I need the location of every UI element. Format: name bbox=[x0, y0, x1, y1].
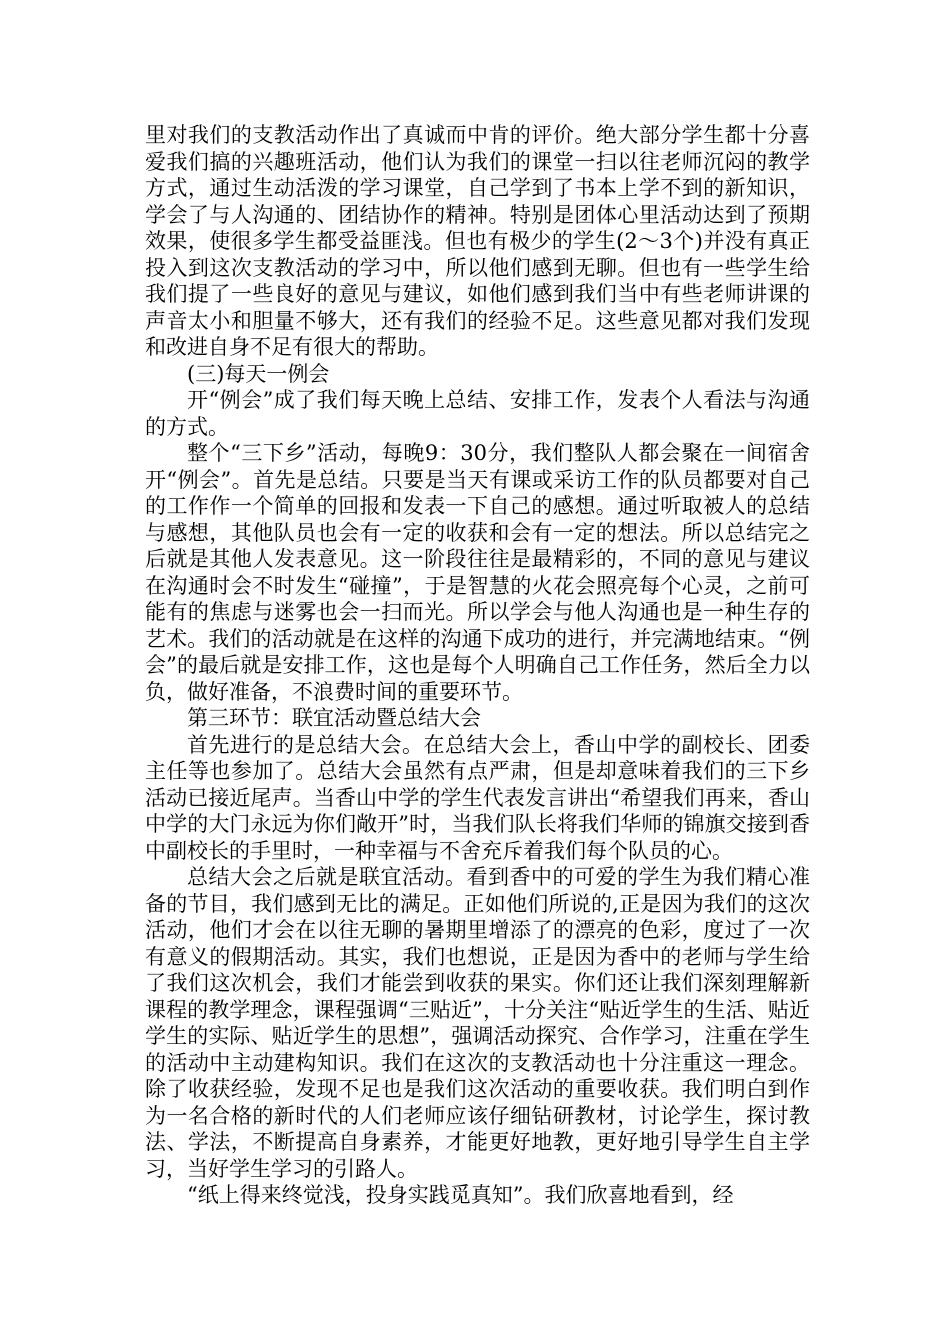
paragraph-party-activity: 总结大会之后就是联宜活动。看到香中的可爱的学生为我们精心准备的节目，我们感到无比的满足。正如他们所说的,正是因为我们的这次活动，他们才会在以往无聊的暑期里增添了的漂亮的色彩，度过了一次有意义的假期活动。其实，我们也想说，正是因为香中的老师与学生给了我们这次机会，我们才能尝到收获的果实。你们还让我们深刻理解新课程的教学理念，课程强调“三贴近”，十分关注“贴近学生的生活、贴近学生的实际、贴近学生的思想”，强调活动探究、合作学习，注重在学生的活动中主动建构知识。我们在这次的支教活动也十分注重这一理念。除了收获经验，发现不足也是我们这次活动的重要收获。我们明白到作为一名合格的新时代的人们老师应该仔细钻研教材，讨论学生，探讨教法、学法，不断提高自身素养，才能更好地教，更好地引导学生自主学习，当好学生学习的引路人。 bbox=[145, 865, 810, 1181]
section-heading-third-stage: 第三环节：联宜活动暨总结大会 bbox=[187, 706, 481, 730]
paragraph-summary-meeting: 首先进行的是总结大会。在总结大会上，香山中学的副校长、团委主任等也参加了。总结大会虽然有点严肃，但是却意味着我们的三下乡活动已接近尾声。当香山中学的学生代表发言讲出“希望我们再来，香山中学的大门永远为你们敞开”时，当我们队长将我们华师的锦旗交接到香中副校长的手里时，一种幸福与不舍充斥着我们每个队员的心。 bbox=[145, 732, 810, 863]
section-heading-daily-meeting: (三)每天一例会 bbox=[187, 361, 330, 386]
paragraph-meeting-details: 整个“三下乡”活动，每晚9：30分，我们整队人都会聚在一间宿舍开“例会”。首先是总结。只要是当天有课或采访工作的队员都要对自己的工作作一个简单的回报和发表一下自己的感想。通过听取被人的总结与感想，其他队员也会有一定的收获和会有一定的想法。所以总结完之后就是其他人发表意见。这一阶段往往是最精彩的，不同的意见与建议在沟通时会不时发生“碰撞”，于是智慧的火花会照亮每个心灵，之前可能有的焦虑与迷雾也会一扫而光。所以学会与他人沟通也是一种生存的艺术。我们的活动就是在这样的沟通下成功的进行，并完满地结束。“例会”的最后就是安排工作，这也是每个人明确自己工作任务，然后全力以负，做好准备，不浪费时间的重要环节。 bbox=[145, 441, 810, 704]
paragraph-evaluation-continued: 里对我们的支教活动作出了真诚而中肯的评价。绝大部分学生都十分喜爱我们搞的兴趣班活动，他们认为我们的课堂一扫以往老师沉闷的教学方式，通过生动活泼的学习课堂，自己学到了书本上学不到的新知识，学会了与人沟通的、团结协作的精神。特别是团体心里活动达到了预期效果，使很多学生都受益匪浅。但也有极少的学生(2～3个)并没有真正投入到这次支教活动的学习中，所以他们感到无聊。但也有一些学生给我们提了一些良好的意见与建议，如他们感到我们当中有些老师讲课的声音太小和胆量不够大，还有我们的经验不足。这些意见都对我们发现和改进自身不足有很大的帮助。 bbox=[145, 123, 810, 359]
paragraph-meeting-intro: 开“例会”成了我们每天晚上总结、安排工作，发表个人看法与沟通的方式。 bbox=[145, 388, 810, 439]
paragraph-closing-quote: “纸上得来终觉浅，投身实践觅真知”。我们欣喜地看到，经 bbox=[187, 1183, 734, 1207]
body-text bbox=[145, 122, 810, 1209]
